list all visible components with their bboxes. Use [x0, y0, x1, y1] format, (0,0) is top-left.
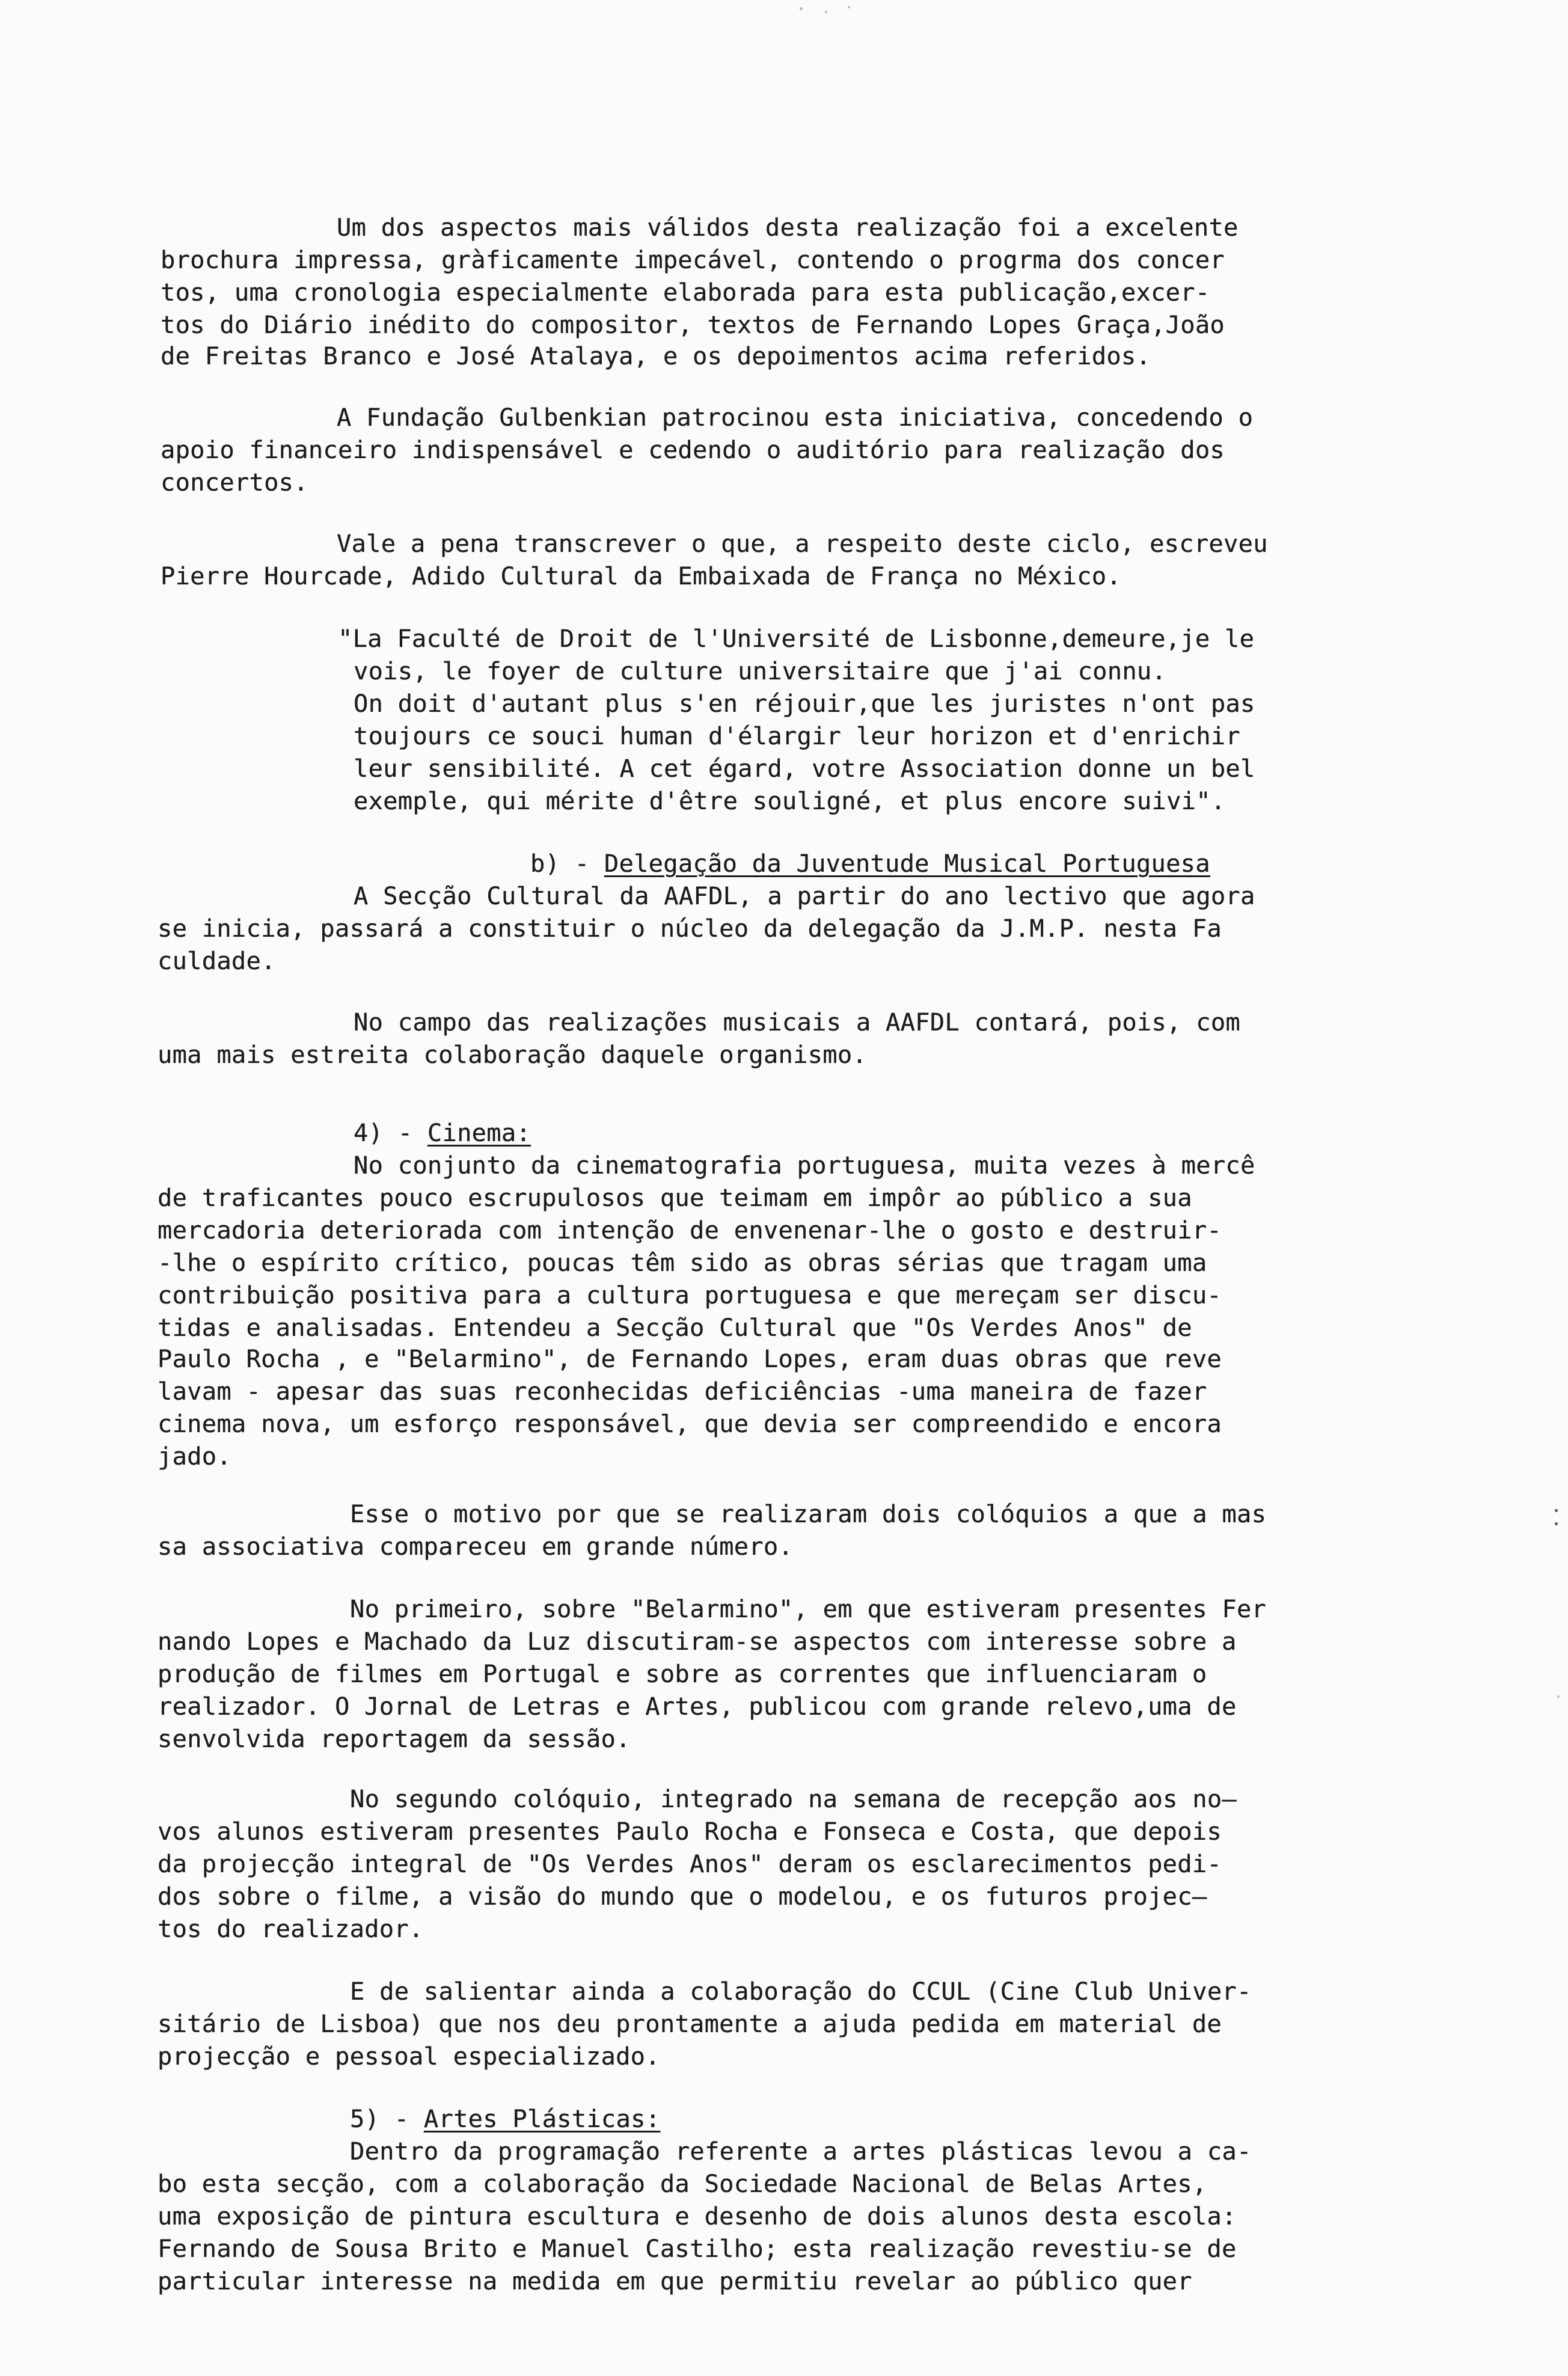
text-line: uma mais estreita colaboração daquele organismo. [158, 1040, 867, 1069]
text-line: projecção e pessoal especializado. [158, 2042, 660, 2071]
section-heading [350, 2103, 660, 2134]
section-number: b) - [530, 849, 604, 878]
text-line: concertos. [161, 468, 308, 497]
quote-line: On doit d'autant plus s'en réjouir,que les juristes n'ont pas [354, 689, 1255, 718]
text-line: A Secção Cultural da AAFDL, a partir do ano lectivo que agora [354, 881, 1255, 910]
text-line: -lhe o espírito crítico, poucas têm sido as obras sérias que tragam uma [158, 1248, 1207, 1277]
text-line: brochura impressa, gràficamente impecável, contendo o progrma dos concer [161, 245, 1225, 274]
text-line: de Freitas Branco e José Atalaya, e os depoimentos acima referidos. [161, 341, 1151, 370]
text-line: No primeiro, sobre "Belarmino", em que estiveram presentes Fer [350, 1594, 1267, 1623]
section-number: 5) - [350, 2104, 424, 2133]
paper-speck [825, 11, 827, 13]
text-line: tos, uma cronologia especialmente elaborada para esta publicação,excer- [161, 278, 1210, 307]
text-line: jado. [158, 1442, 231, 1471]
quote-line: vois, le foyer de culture universitaire que j'ai connu. [354, 657, 1167, 685]
text-line: dos sobre o filme, a visão do mundo que o modelou, e os futuros projec— [158, 1882, 1207, 1911]
section-heading [530, 848, 1210, 879]
text-line: mercadoria deteriorada com intenção de envenenar-lhe o gosto e destruir- [158, 1216, 1222, 1245]
text-line: vos alunos estiveram presentes Paulo Rocha e Fonseca e Costa, que depois [158, 1817, 1222, 1846]
text-line: sa associativa compareceu em grande número. [158, 1532, 794, 1561]
text-line: lavam - apesar das suas reconhecidas deficiências -uma maneira de fazer [158, 1377, 1207, 1406]
text-line: particular interesse na medida em que permitiu revelar ao público quer [158, 2267, 1192, 2295]
text-line: Paulo Rocha , e "Belarmino", de Fernando Lopes, eram duas obras que reve [158, 1344, 1222, 1373]
paper-speck [848, 6, 850, 8]
text-line: apoio financeiro indispensável e cedendo o auditório para realização dos [161, 435, 1225, 464]
quote-line: leur sensibilité. A cet égard, votre Association donne un bel [354, 754, 1255, 783]
text-line: cinema nova, um esforço responsável, que devia ser compreendido e encora [158, 1409, 1222, 1438]
text-line: Fernando de Sousa Brito e Manuel Castilho; esta realização revestiu-se de [158, 2234, 1237, 2263]
text-line: uma exposição de pintura escultura e desenho de dois alunos desta escola: [158, 2202, 1237, 2231]
text-line: da projecção integral de "Os Verdes Anos" deram os esclarecimentos pedi- [158, 1849, 1222, 1878]
section-title: Delegação da Juventude Musical Portuguesa [604, 849, 1210, 878]
text-line: No campo das realizações musicais a AAFDL contará, pois, com [354, 1008, 1240, 1036]
text-line: tos do Diário inédito do compositor, textos de Fernando Lopes Graça,João [161, 310, 1225, 339]
paper-speck [1555, 1509, 1558, 1512]
section-heading [354, 1117, 531, 1148]
text-line: Dentro da programação referente a artes plásticas levou a ca- [350, 2137, 1252, 2166]
text-line: Vale a pena transcrever o que, a respeito deste ciclo, escreveu [337, 529, 1268, 558]
paper-speck [1555, 1522, 1558, 1525]
paper-speck [800, 7, 803, 10]
quote-line: exemple, qui mérite d'être souligné, et plus encore suivi". [354, 786, 1226, 815]
text-line: Um dos aspectos mais válidos desta realização foi a excelente [337, 213, 1239, 242]
paper-speck [1557, 1695, 1560, 1698]
text-line: bo esta secção, com a colaboração da Sociedade Nacional de Belas Artes, [158, 2169, 1207, 2198]
text-line: No segundo colóquio, integrado na semana de recepção aos no— [350, 1784, 1237, 1813]
quote-line: "La Faculté de Droit de l'Université de Lisbonne,demeure,je le [338, 624, 1255, 653]
text-line: culdade. [158, 946, 276, 975]
text-line: se inicia, passará a constituir o núcleo da delegação da J.M.P. nesta Fa [158, 914, 1222, 943]
section-number: 4) - [354, 1118, 427, 1147]
text-line: Esse o motivo por que se realizaram dois colóquios a que a mas [350, 1499, 1267, 1528]
text-line: No conjunto da cinematografia portuguesa, muita vezes à mercê [354, 1151, 1255, 1180]
text-line: senvolvida reportagem da sessão. [158, 1724, 631, 1753]
text-line: E de salientar ainda a colaboração do CCUL (Cine Club Univer- [350, 1977, 1252, 2006]
text-line: contribuição positiva para a cultura portuguesa e que mereçam ser discu- [158, 1281, 1222, 1309]
text-line: sitário de Lisboa) que nos deu prontamente a ajuda pedida em material de [158, 2009, 1222, 2038]
section-title: Cinema: [427, 1118, 531, 1147]
text-line: tidas e analisadas. Entendeu a Secção Cultural que "Os Verdes Anos" de [158, 1313, 1192, 1342]
quote-line: toujours ce souci human d'élargir leur horizon et d'enrichir [354, 721, 1240, 750]
text-line: realizador. O Jornal de Letras e Artes, publicou com grande relevo,uma de [158, 1692, 1237, 1721]
text-line: de traficantes pouco escrupulosos que teimam em impôr ao público a sua [158, 1183, 1192, 1212]
text-line: nando Lopes e Machado da Luz discutiram-se aspectos com interesse sobre a [158, 1627, 1237, 1656]
text-line: Pierre Hourcade, Adido Cultural da Embaixada de França no México. [161, 562, 1121, 590]
text-line: produção de filmes em Portugal e sobre as correntes que influenciaram o [158, 1659, 1207, 1688]
text-line: tos do realizador. [158, 1914, 424, 1943]
section-title: Artes Plásticas: [423, 2104, 661, 2133]
text-line: A Fundação Gulbenkian patrocinou esta iniciativa, concedendo o [337, 403, 1254, 432]
